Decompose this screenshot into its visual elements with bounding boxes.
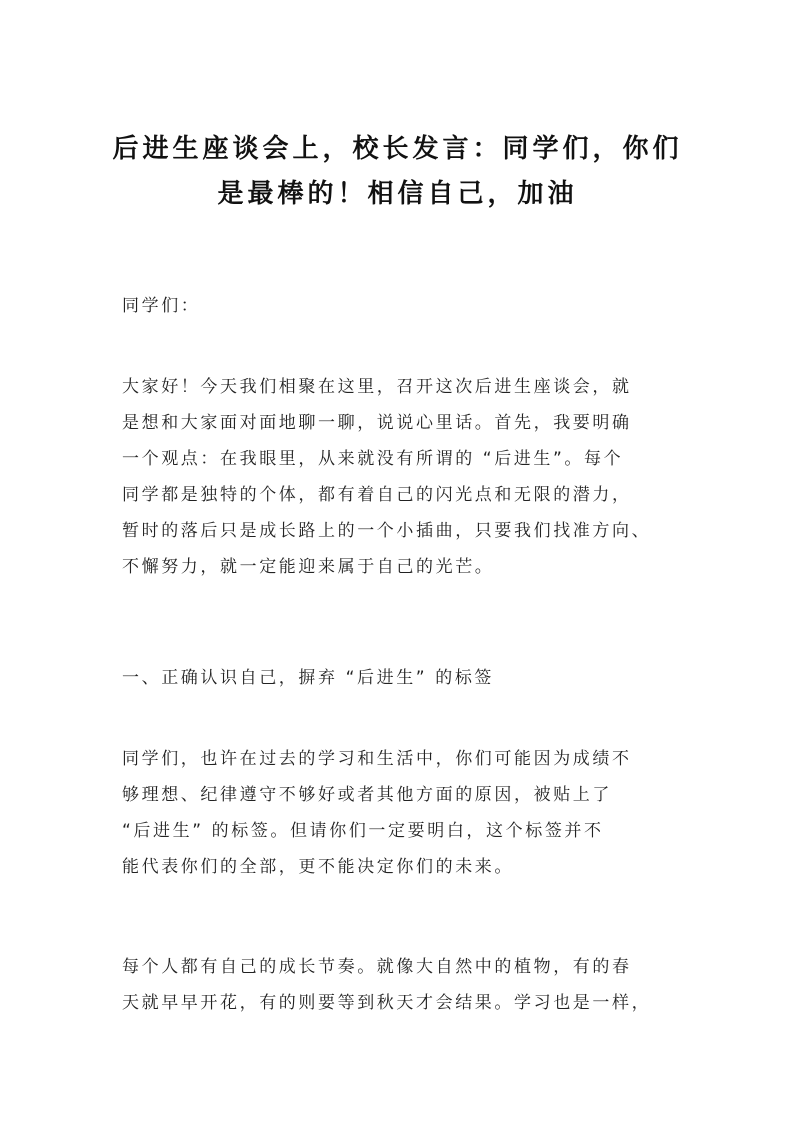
paragraph-line: 是想和大家面对面地聊一聊，说说心里话。首先，我要明确: [122, 413, 632, 433]
title-line-2: 是最棒的！相信自己，加油: [217, 179, 578, 209]
paragraph-line: 能代表你们的全部，更不能决定你们的未来。: [122, 857, 514, 877]
paragraph-line: 够理想、纪律遵守不够好或者其他方面的原因，被贴上了: [122, 785, 612, 805]
paragraph-line: 一个观点：在我眼里，从来就没有所谓的 “后进生”。每个: [122, 449, 624, 469]
paragraph-line: 天就早早开花，有的则要等到秋天才会结果。学习也是一样，: [122, 993, 652, 1013]
paragraph-line: 同学都是独特的个体，都有着自己的闪光点和无限的潜力，: [122, 485, 632, 505]
section-heading-1: [122, 660, 682, 696]
section-heading-text: 一、正确认识自己，摒弃 “后进生” 的标签: [122, 668, 495, 688]
paragraph-line: “后进生” 的标签。但请你们一定要明白，这个标签并不: [122, 821, 604, 841]
paragraph-line: 同学们，也许在过去的学习和生活中，你们可能因为成绩不: [122, 749, 632, 769]
title-line-1: 后进生座谈会上，校长发言：同学们，你们: [112, 134, 683, 164]
salutation-text: 同学们：: [122, 296, 201, 316]
paragraph-line: 暂时的落后只是成长路上的一个小插曲，只要我们找准方向、: [122, 521, 652, 541]
salutation: [122, 288, 682, 324]
paragraph-line: 大家好！今天我们相聚在这里，召开这次后进生座谈会，就: [122, 377, 632, 397]
document-title: [110, 127, 685, 217]
paragraph-intro: [122, 369, 682, 585]
paragraph-line: 每个人都有自己的成长节奏。就像大自然中的植物，有的春: [122, 957, 632, 977]
paragraph-rhythm: [122, 949, 682, 1021]
paragraph-label: [122, 741, 682, 885]
paragraph-line: 不懈努力，就一定能迎来属于自己的光芒。: [122, 557, 495, 577]
